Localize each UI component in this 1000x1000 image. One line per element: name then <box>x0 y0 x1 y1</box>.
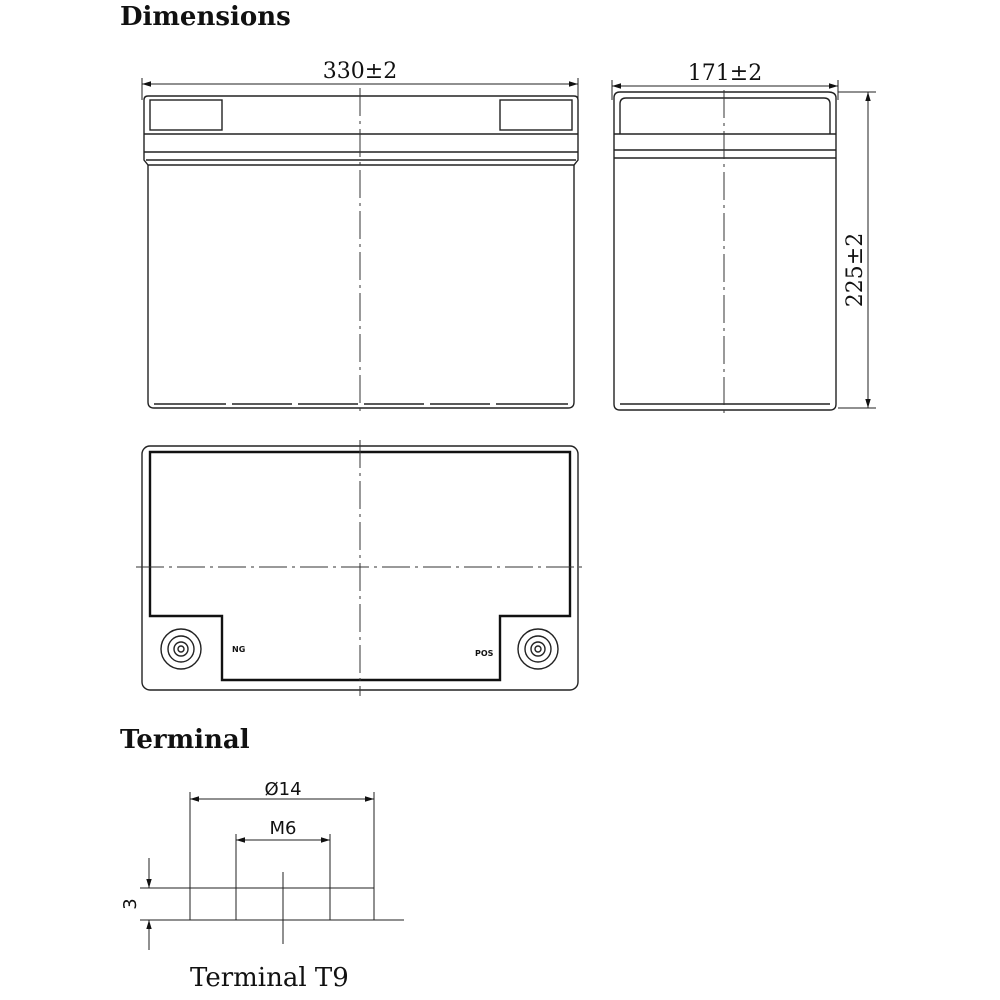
front-view <box>142 59 578 414</box>
front-right-terminal-housing <box>500 100 572 130</box>
dimensions-heading: Dimensions <box>120 2 291 32</box>
front-left-terminal-housing <box>150 100 222 130</box>
terminal-height-label: 3 <box>120 898 141 910</box>
top-view <box>136 440 584 696</box>
terminal-caption: Terminal T9 <box>190 963 349 993</box>
negative-marking: NG <box>232 645 246 654</box>
diameter-label: Ø14 <box>264 779 302 800</box>
negative-terminal <box>161 629 201 669</box>
width-dimension-label: 171±2 <box>687 61 763 86</box>
length-dimension-label: 330±2 <box>322 59 398 84</box>
height-dimension-label: 225±2 <box>843 232 868 308</box>
side-view <box>612 61 876 414</box>
terminal-detail <box>120 779 404 993</box>
positive-marking: POS <box>475 649 494 658</box>
thread-label: M6 <box>269 818 297 839</box>
positive-terminal <box>518 629 558 669</box>
terminal-heading: Terminal <box>120 725 250 755</box>
